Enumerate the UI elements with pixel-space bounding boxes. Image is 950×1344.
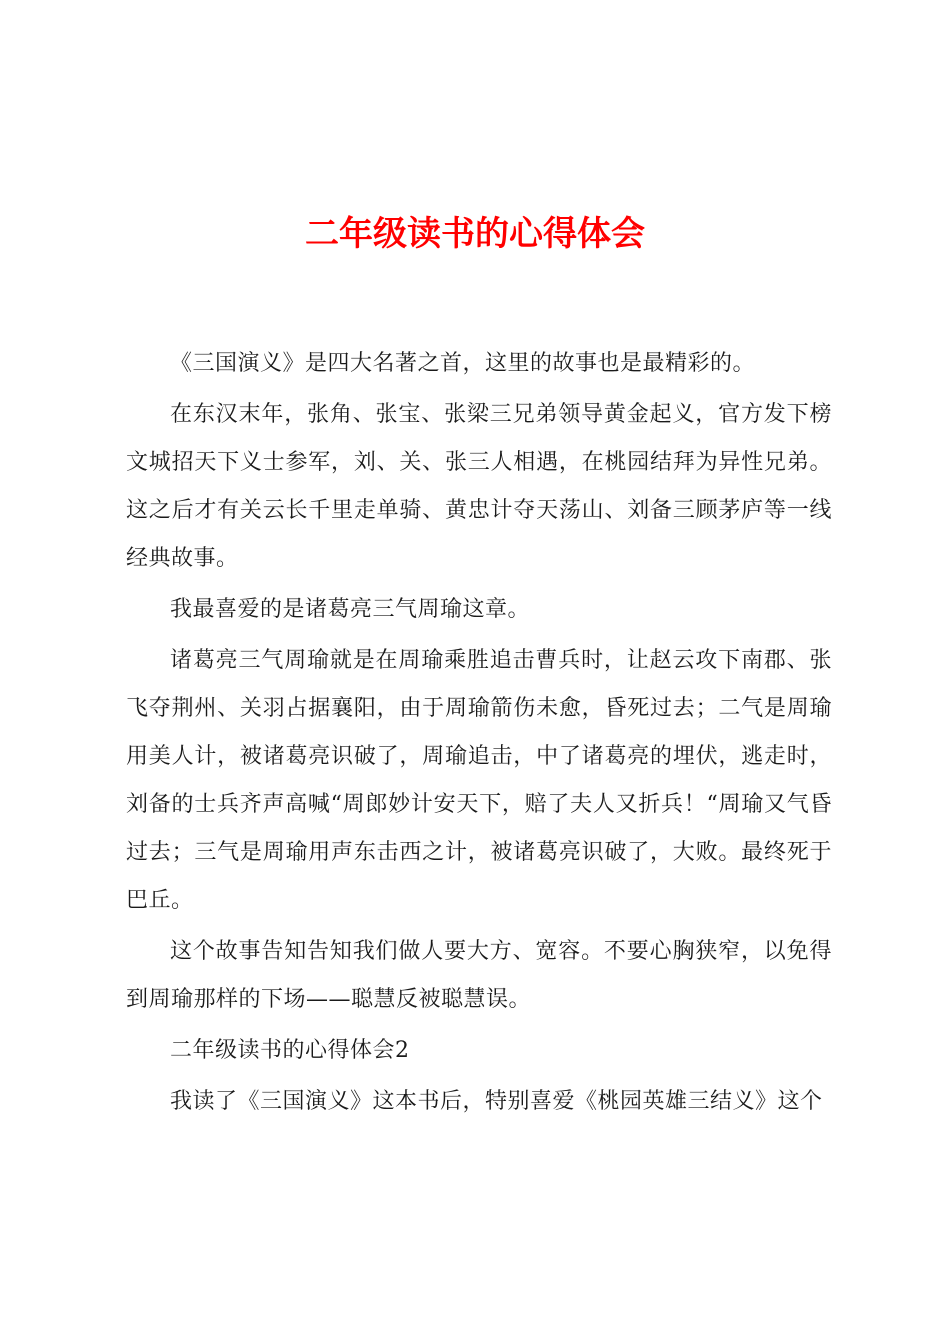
paragraph-background: 在东汉末年，张角、张宝、张梁三兄弟领导黄金起义，官方发下榜文城招天下义士参军，刘、关、张三人相遇，在桃园结拜为异性兄弟。这之后才有关云长千里走单骑、黄忠计夺天荡山、刘备三顾茅庐等一线经典故事。 [126,402,832,571]
paragraph-section-2-start: 我读了《三国演义》这本书后，特别喜爱《桃园英雄三结义》这个 [170,1089,823,1114]
paragraph-intro: 《三国演义》是四大名著之首，这里的故事也是最精彩的。 [170,351,756,376]
paragraph-story: 诸葛亮三气周瑜就是在周瑜乘胜追击曹兵时，让赵云攻下南郡、张飞夺荆州、关羽占据襄阳，由于周瑜箭伤未愈，昏死过去；二气是周瑜用美人计，被诸葛亮识破了，周瑜追击，中了诸葛亮的埋伏，逃走时，刘备的士兵齐声高喊“周郎妙计安天下，赔了夫人又折兵！“周瑜又气昏过去；三气是周瑜用声东击西之计，被诸葛亮识破了，大败。最终死于巴丘。 [126,648,832,913]
paragraph-lesson: 这个故事告知告知我们做人要大方、宽容。不要心胸狭窄，以免得到周瑜那样的下场——聪慧反被聪慧误。 [126,939,832,1012]
document-body [126,340,832,1129]
section-heading-2: 二年级读书的心得体会2 [170,1038,410,1063]
paragraph-favorite: 我最喜爱的是诸葛亮三气周瑜这章。 [170,597,531,622]
document-title: 二年级读书的心得体会 [305,214,645,254]
